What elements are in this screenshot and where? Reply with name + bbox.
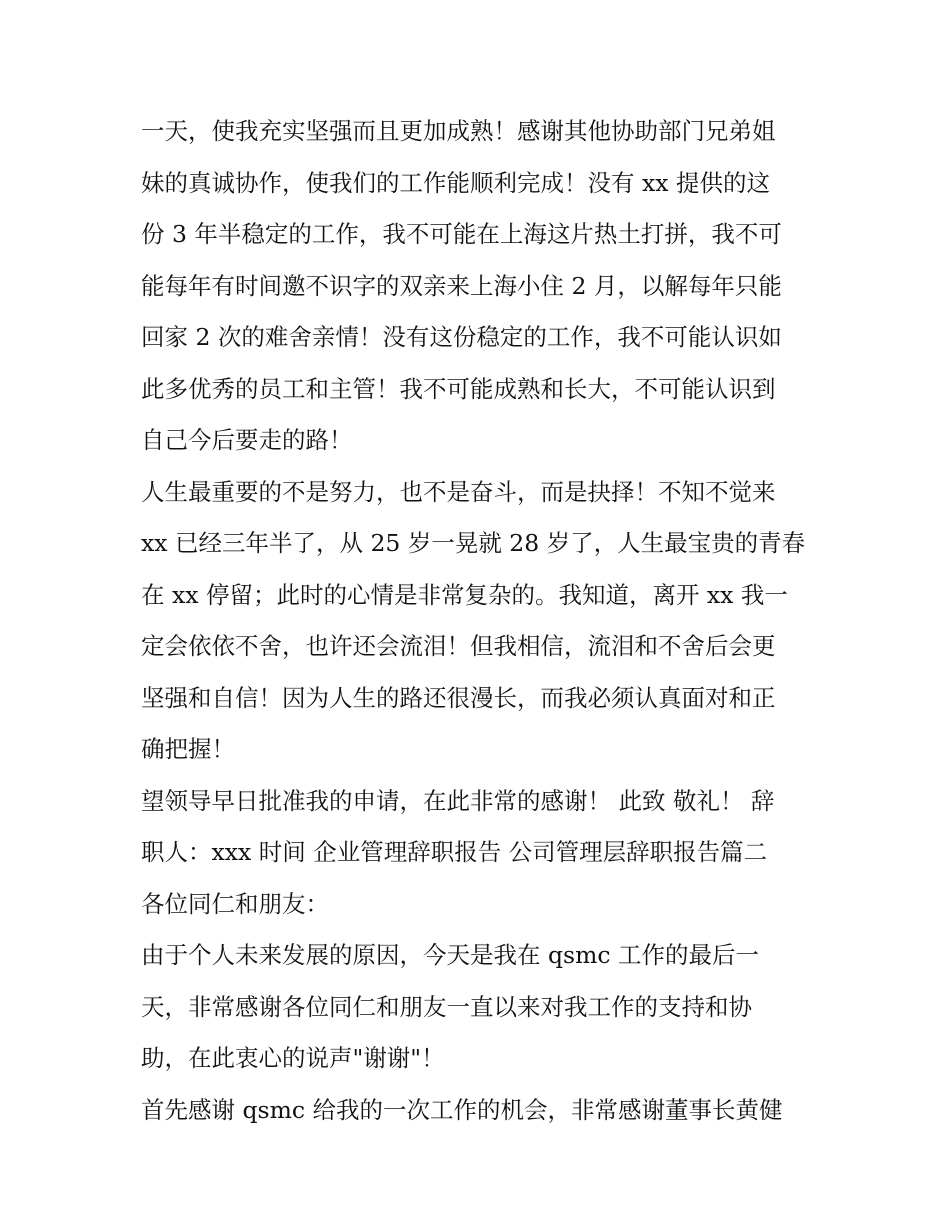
text-line: 妹的真诚协作，使我们的工作能顺利完成！没有 xx 提供的这 [141,168,770,197]
text-line: 首先感谢 qsmc 给我的一次工作的机会，非常感谢董事长黄健 [141,1095,783,1124]
text-line: 一天，使我充实坚强而且更加成熟！感谢其他协助部门兄弟姐 [141,117,776,145]
text-line: 回家 2 次的难舍亲情！没有这份稳定的工作，我不可能认识如 [141,323,782,351]
text-line: 自己今后要走的路！ [141,426,353,454]
text-line: xx 已经三年半了，从 25 岁一晃就 28 岁了，人生最宝贵的青春 [141,529,806,557]
text-line: 确把握！ [141,735,235,763]
text-line: 助，在此衷心的说声"谢谢"！ [141,1044,445,1072]
text-line: 定会依依不舍，也许还会流泪！但我相信，流泪和不舍后会更 [141,632,776,660]
text-line: 望领导早日批准我的申请，在此非常的感谢！ 此致 敬礼！ 辞 [141,786,775,815]
text-line: 天，非常感谢各位同仁和朋友一直以来对我工作的支持和协 [141,992,752,1021]
text-line: 各位同仁和朋友： [141,889,329,918]
text-line: 能每年有时间邀不识字的双亲来上海小住 2 月，以解每年只能 [141,271,782,300]
text-line: 由于个人未来发展的原因，今天是我在 qsmc 工作的最后一 [141,941,759,969]
text-line: 职人：xxx 时间 企业管理辞职报告 公司管理层辞职报告篇二 [141,838,768,866]
text-line: 在 xx 停留；此时的心情是非常复杂的。我知道，离开 xx 我一 [141,580,788,609]
document-body [141,106,821,1136]
text-line: 人生最重要的不是努力，也不是奋斗，而是抉择！不知不觉来 [141,477,776,506]
text-line: 此多优秀的员工和主管！我不可能成熟和长大，不可能认识到 [141,374,776,403]
text-line: 份 3 年半稳定的工作，我不可能在上海这片热土打拼，我不可 [141,220,782,248]
text-line: 坚强和自信！因为人生的路还很漫长，而我必须认真面对和正 [141,683,776,712]
